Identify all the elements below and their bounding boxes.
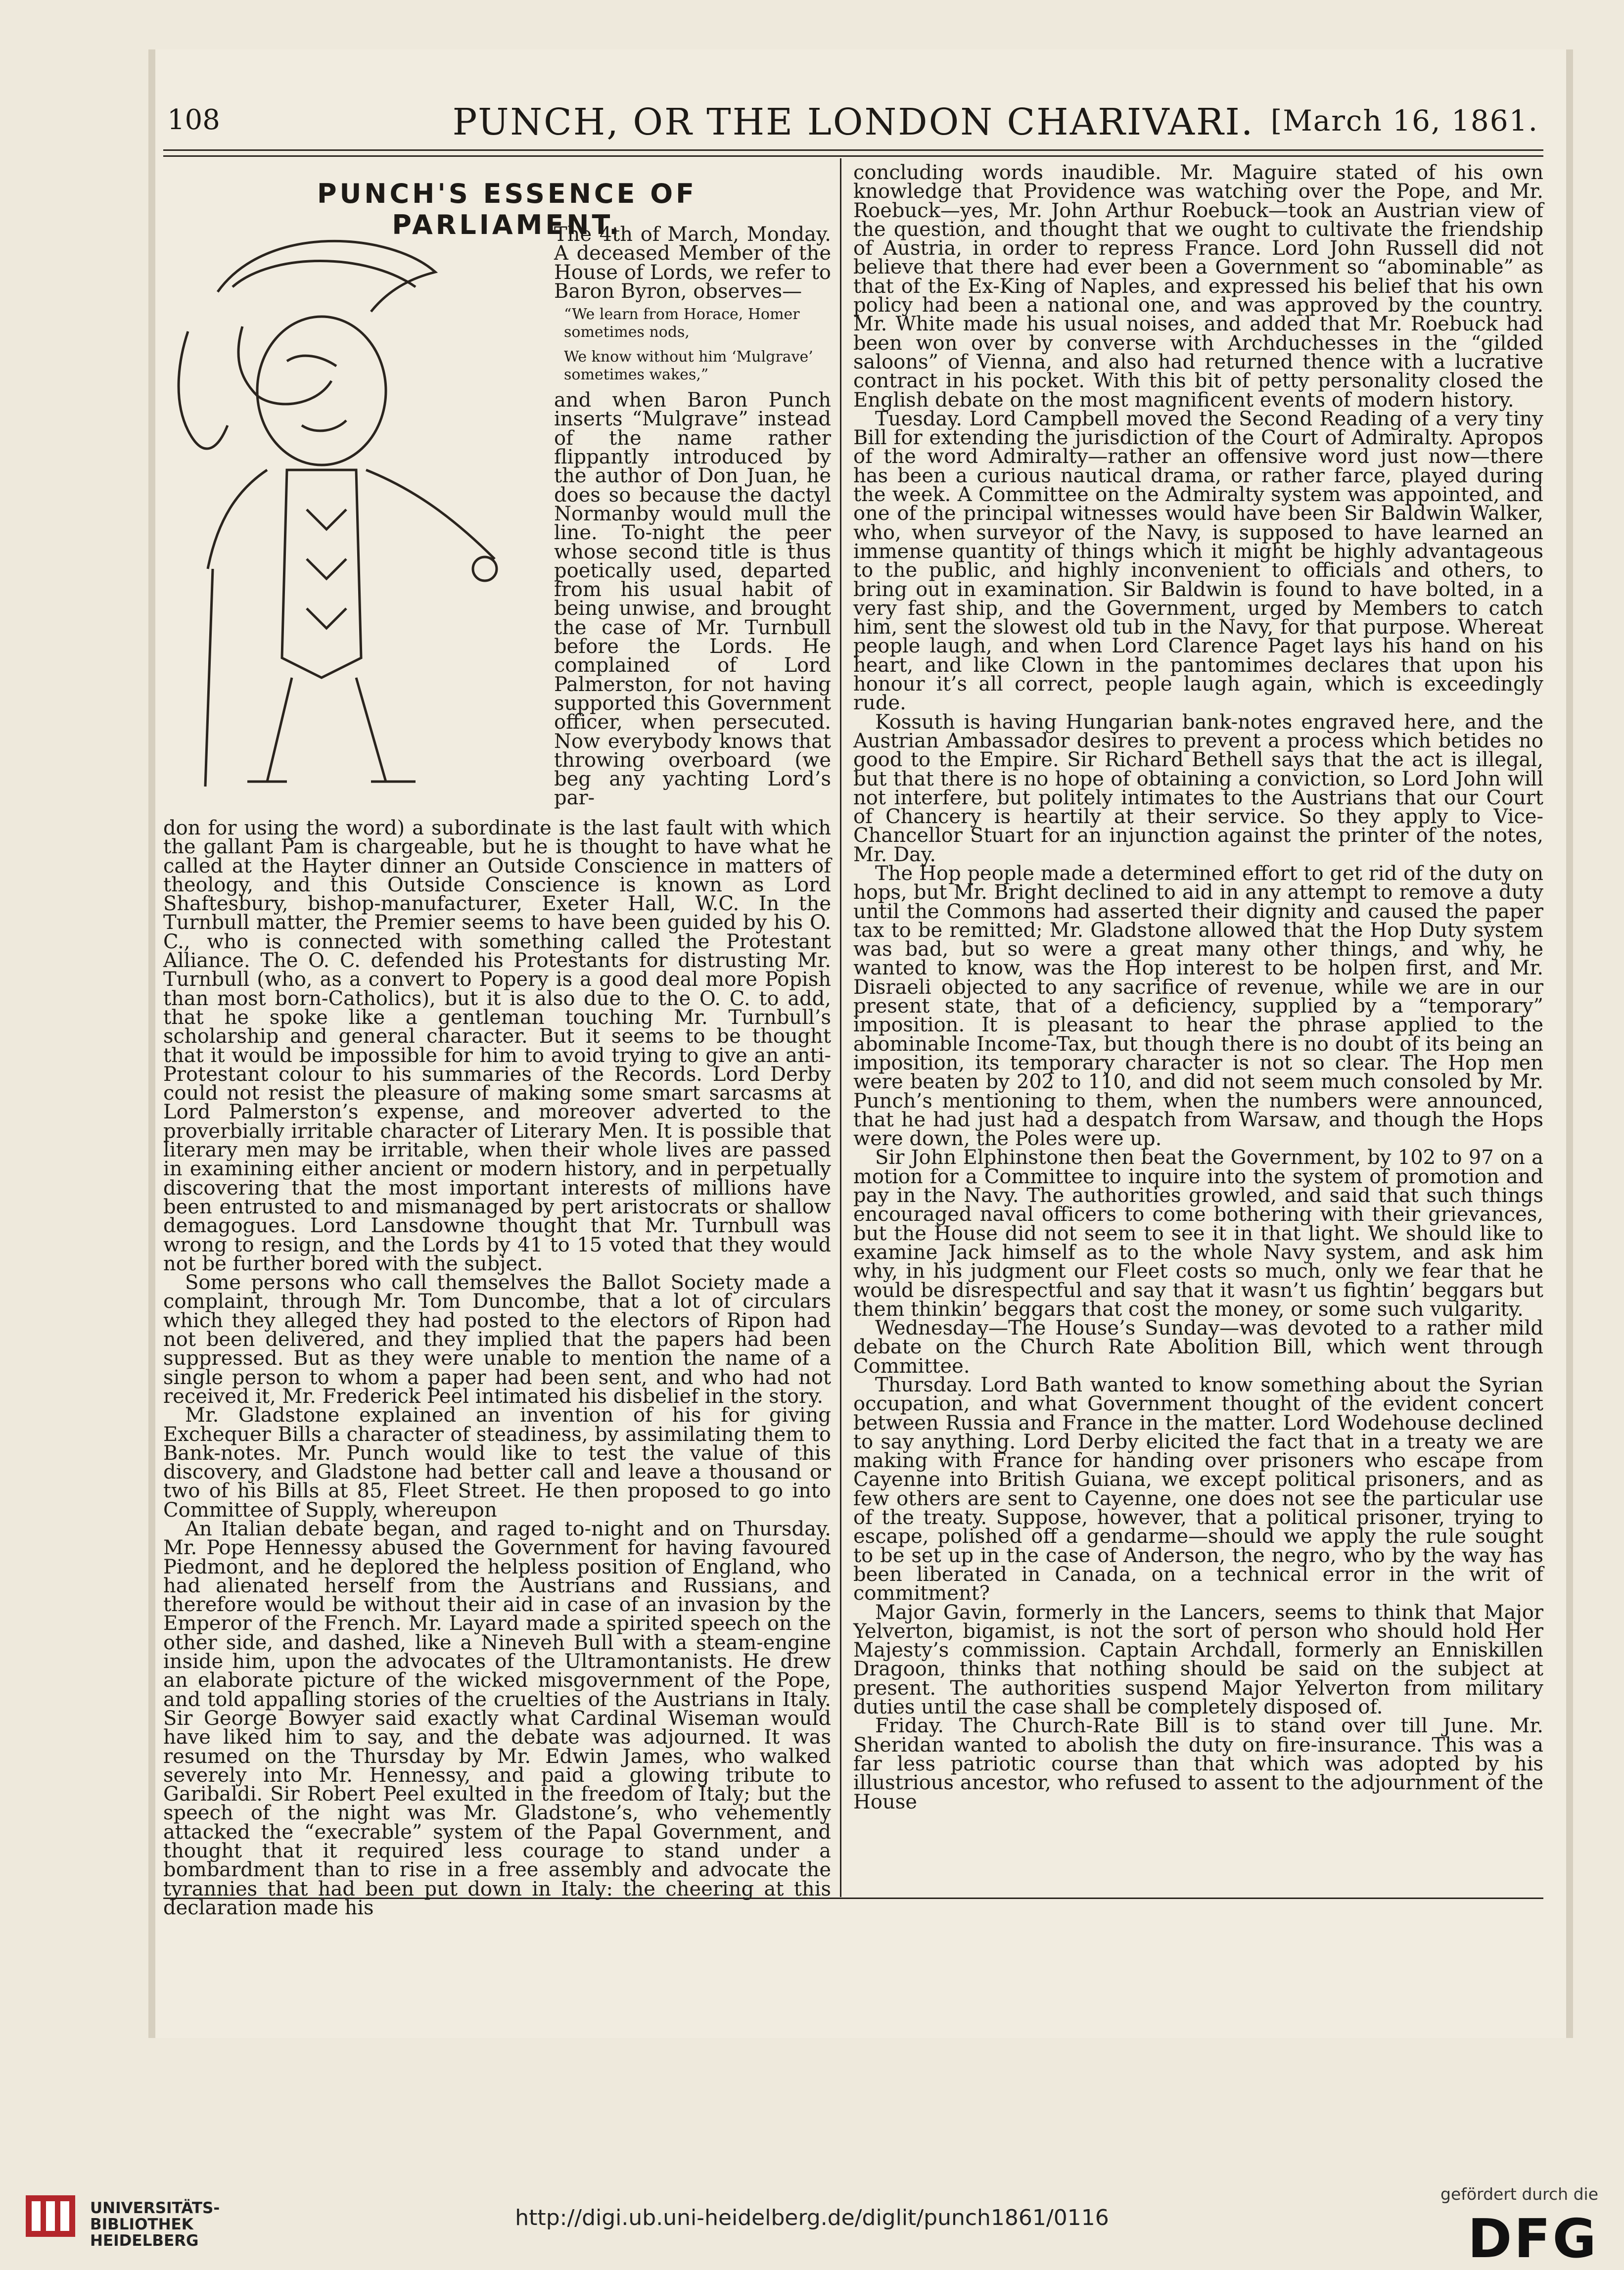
header-rule-bottom [163, 155, 1543, 157]
paragraph: The Hop people made a determined effort to get rid of the duty on hops, but Mr. Bright declined to aid in any attempt to remove a duty until the Commons had asserted their dignity and caused the paper tax to be remitted; Mr. Gladstone allowed that the Hop Duty system was bad, but so were a great many other things, and why, he wanted to know, was the Hop interest to be holpen first, and Mr. Disraeli objected to any sacrifice of revenue, while we are in our present state, that of a deficiency, supplied by a “temporary” imposition. It is pleasant to hear the phrase applied to the abominable Income-Tax, but though there is no doubt of its being an imposition, its temporary character is not so clear. The Hop men were beaten by 202 to 110, and did not seem much consoled by Mr. Punch’s mentioning to them, when the numbers were announced, that he had just had a despatch from Warsaw, and though the Hops were down, the Poles were up. [853, 862, 1543, 1151]
page-edge-right [1566, 49, 1573, 2038]
library-name-line: HEIDELBERG [90, 2232, 199, 2250]
paragraph: Some persons who call themselves the Ballot Society made a complaint, through Mr. Tom Duncombe, that a lot of circulars which they alleged they had posted to the electors of Ripon had not been delivered, and they implied that the papers had been suppressed. But as they were unable to mention the name of a single person to whom a paper had been sent, and who had not received it, Mr. Frederick Peel intimated his disbelief in the story. [163, 1271, 831, 1408]
source-url-link[interactable]: http://digi.ub.uni-heidelberg.de/diglit/punch1861/0116 [515, 2205, 1109, 2230]
running-header [163, 101, 1543, 148]
right-column [853, 163, 1543, 1811]
intro-paragraph: The 4th of March, Monday. A deceased Member of the House of Lords, we refer to Baron Byron, observes— [554, 223, 831, 303]
page-number: 108 [167, 104, 220, 136]
quote-line-1: “We learn from Horace, Homer sometimes nods, [564, 306, 800, 341]
dfg-logo: DFG [1467, 2208, 1598, 2270]
digitization-footer [0, 2177, 1624, 2270]
intro-paragraph-2: and when Baron Punch inserts “Mulgrave” instead of the name rather flippantly introduced by the author of Don Juan, he does so because the dactyl Normanby would mull the line. To-night the peer whose second title is thus poetically used, departed from his usual habit of being unwise, and brought the case of Mr. Turnbull before the Lords. He complained of Lord Palmerston, for not having supported this Government officer, when persecuted. Now everybody knows that throwing overboard (we beg any yachting Lord’s par- [554, 389, 831, 810]
paragraph: An Italian debate began, and raged to-night and on Thursday. Mr. Pope Hennessy abused the Government for having favoured Piedmont, and he deplored the helpless position of England, who had alienated herself from the Austrians and Russians, and therefore would be without their aid in case of an invasion by the Emperor of the French. Mr. Layard made a spirited speech on the other side, and dashed, like a Nineveh Bull with a steam-engine inside him, upon the advocates of the Ultramontanists. He drew an elaborate picture of the wicked misgovernment of the Pope, and told appalling stories of the cruelties of the Austrians in Italy. Sir George Bowyer said exactly what Cardinal Wiseman would have liked him to say, and the debate was adjourned. It was resumed on the Thursday by Mr. Edwin James, who walked severely into Mr. Hennessy, and paid a glowing tribute to Garibaldi. Sir Robert Peel exulted in the freedom of Italy; but the speech of the night was Mr. Gladstone’s, who vehemently attacked the “execrable” system of the Papal Government, and thought that it required less courage to stand under a bombardment than to rise in a free assembly and advocate the tyrannies that had been put down in Italy: the cheering at this declaration made his [163, 1517, 831, 1919]
issue-date: [March 16, 1861. [1270, 104, 1538, 138]
paragraph: Wednesday—The House’s Sunday—was devoted to a rather mild debate on the Church Rate Abolition Bill, which went through Committee. [853, 1317, 1543, 1378]
quote-line-2: We know without him ‘Mulgrave’ sometimes wakes,” [564, 348, 813, 384]
paragraph: Sir John Elphinstone then beat the Government, by 102 to 97 on a motion for a Committee to inquire into the system of promotion and pay in the Navy. The authorities growled, and said that such things encouraged naval officers to come bothering with their grievances, but the House did not seem to see it in that light. We should like to examine Jack himself as to the whole Navy system, and ask him why, in his judgment our Fleet costs so much, only we fear that he would be disrespectful and say that it wasn’t us fightin’ beggars but them thinkin’ beggars that cost the money, or some such vulgarity. [853, 1146, 1543, 1321]
caricature-jester-with-cane-icon [158, 213, 554, 811]
paragraph: don for using the word) a subordinate is the last fault with which the gallant Pam is chargeable, but he is thought to have what he called at the Hayter dinner an Outside Conscience in matters of theology, and this Outside Conscience is known as Lord Shaftesbury, bishop-manufacturer, Exeter Hall, W.C. In the Turnbull matter, the Premier seems to have been guided by his O. C., who is connected with something called the Protestant Alliance. The O. C. defended his Protestants for distrusting Mr. Turnbull (who, as a convert to Popery is a good deal more Popish than most born-Catholics), but it is also due to the O. C. to add, that he spoke like a gentleman touching Mr. Turnbull’s scholarship and general character. But it seems to be thought that it would be impossible for him to avoid trying to give an anti-Protestant colour to his summaries of the Records. Lord Derby could not resist the pleasure of making some smart sarcasms at Lord Palmerston’s expense, and moreover adverted to the proverbially irritable character of Literary Men. It is possible that literary men may be irritable, when their whole lives are passed in examining either ancient or modern history, and in perpetually discovering that the most important interests of millions have been entrusted to and mismanaged by pert aristocrats or shallow demagogues. Lord Lansdowne thought that Mr. Turnbull was wrong to resign, and the Lords by 41 to 15 voted that they would not be further bored with the subject. [163, 817, 831, 1275]
left-column [163, 819, 831, 1917]
paragraph: Mr. Gladstone explained an invention of his for giving Exchequer Bills a character of steadiness, by assimilating them to Bank-notes. Mr. Punch would like to test the value of this discovery, and Gladstone had better call and leave a thousand or two of his Bills at 85, Fleet Street. He then proposed to go into Committee of Supply, whereupon [163, 1404, 831, 1522]
library-name-line: UNIVERSITÄTS- [90, 2199, 220, 2217]
journal-title: PUNCH, OR THE LONDON CHARIVARI. [452, 101, 1254, 143]
column-divider [840, 158, 841, 1897]
paragraph: Thursday. Lord Bath wanted to know something about the Syrian occupation, and what Government thought of the evident concert between Russia and France in the matter. Lord Wodehouse declined to say anything. Lord Derby elicited the fact that in a treaty we are making with France for handing over prisoners who escape from Cayenne into British Guiana, we except political prisoners, and as few others are sent to Cayenne, one does not see the particular use of the treaty. Suppose, however, that a political prisoner, trying to escape, polished off a gendarme—should we apply the rule sought to be set up in the case of Anderson, the negro, who by the way has been liberated in Canada, on a technical error in the writ of commitment? [853, 1374, 1543, 1605]
page-edge-left [148, 49, 155, 2038]
paragraph: concluding words inaudible. Mr. Maguire stated of his own knowledge that Providence was watching over the Pope, and Mr. Roebuck—yes, Mr. John Arthur Roebuck—took an Austrian view of the question, and thought that we ought to cultivate the friendship of Austria, in order to repress France. Lord John Russell did not believe that there had ever been a Government so “abominable” as that of the Ex-King of Naples, and expressed his belief that his own policy had been a national one, and was approved by the country. Mr. White made his usual noises, and added that Mr. Roebuck had been won over by converse with Archduchesses in the “gilded saloons” of Vienna, and also had returned thence with a lucrative contract in his pocket. With this bit of petty personality closed the English debate on the most magnificent events of modern history. [853, 161, 1543, 412]
header-rule-top [163, 149, 1543, 151]
section-heading: PUNCH'S ESSENCE OF PARLIAMENT. [317, 178, 697, 240]
funded-by-label: gefördert durch die [1440, 2184, 1598, 2204]
paragraph: Tuesday. Lord Campbell moved the Second Reading of a very tiny Bill for extending the jurisdiction of the Court of Admiralty. Apropos of the word Admiralty—rather an offensive word just now—there has been a curious nautical drama, or rather farce, played during the week. A Committee on the Admiralty system was appointed, and one of the principal witnesses would have been Sir Baldwin Walker, who, when surveyor of the Navy, is supposed to have learned an immense quantity of things which it might be highly advantageous to the public, and highly inconvenient to officials and others, to bring out in examination. Sir Baldwin is found to have bolted, in a very fast ship, and the Government, urged by Members to catch him, sent the slowest old tub in the Navy, for that purpose. Whereat people laugh, and when Lord Clarence Paget lays his hand on his heart, and like Clown in the pantomimes declares that upon his honour it’s all correct, people laugh again, which is exceedingly rude. [853, 407, 1543, 715]
paragraph: Major Gavin, formerly in the Lancers, seems to think that Major Yelverton, bigamist, is not the sort of person who should hold Her Majesty’s commission. Captain Archdall, formerly an Enniskillen Dragoon, thinks that nothing should be said on the subject at present. The authorities suspend Major Yelverton from military duties until the case shall be completely disposed of. [853, 1601, 1543, 1719]
library-name-line: BIBLIOTHEK [90, 2216, 193, 2233]
paragraph: Friday. The Church-Rate Bill is to stand over till June. Mr. Sheridan wanted to abolish the duty on fire-insurance. This was a far less patriotic course than that which was adopted by his illustrious ancestor, who refused to assent to the adjournment of the House [853, 1714, 1543, 1813]
intro-column [554, 225, 831, 808]
paragraph: Kossuth is having Hungarian bank-notes engraved here, and the Austrian Ambassador desires to prevent a process which betides no good to the Empire. Sir Richard Bethell says that the act is illegal, but that there is no hope of obtaining a conviction, so Lord John will not interfere, but politely intimates to the Austrians that our Court of Chancery is heartily at their service. So they apply to Vice-Chancellor Stuart for an injunction against the printer of the notes, Mr. Day. [853, 710, 1543, 866]
